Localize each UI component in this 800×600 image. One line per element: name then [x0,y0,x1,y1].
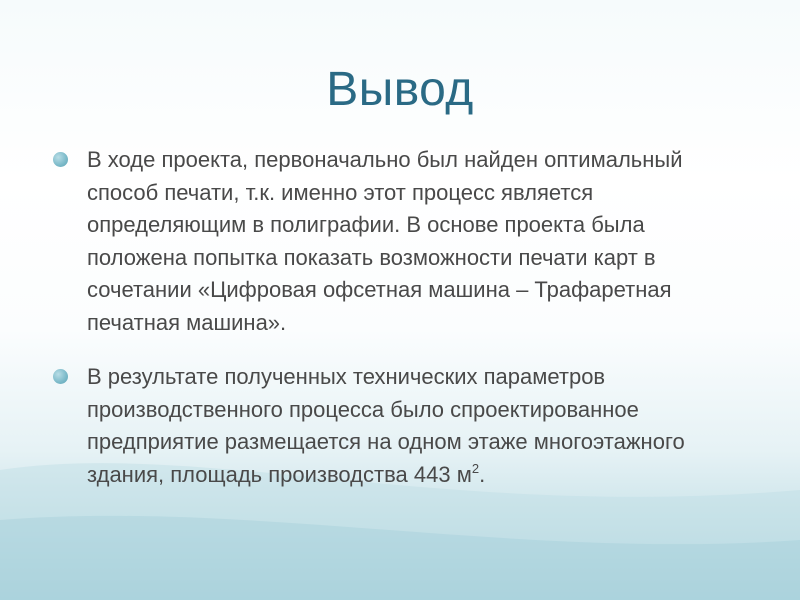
bullet-item-1 [50,144,740,339]
bullet-dot-icon [53,152,68,167]
bullet-text-2: В результате полученных технических параметров производственного процесса было спроектированное предприятие размещается на одном этаже многоэтажного здания, площадь производства 443 м [87,364,685,487]
bullet-dot-icon [53,369,68,384]
bullet-item-2 [50,361,740,491]
bullet-text-2-end: . [479,461,486,487]
bullet-text-1: В ходе проекта, первоначально был найден оптимальный способ печати, т.к. именно этот процесс является определяющим в полиграфии. В основе проекта была положена попытка показать возможности печати карт в сочетании «Цифровая офсетная машина – Трафаретная печатная машина». [87,147,683,335]
superscript-2: 2 [471,460,480,476]
slide-title: Вывод [326,63,474,116]
bullet-list [50,144,740,491]
